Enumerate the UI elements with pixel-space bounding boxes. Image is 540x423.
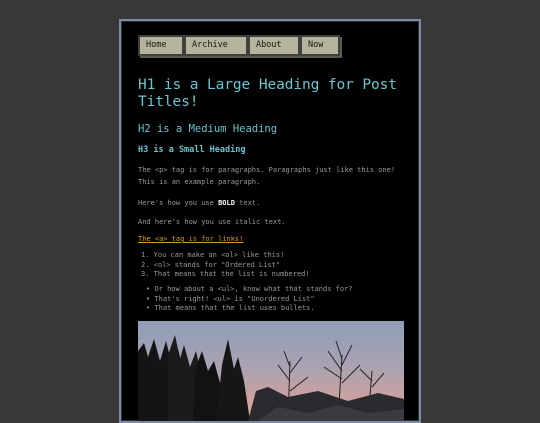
bold-example-text <box>138 197 400 209</box>
unordered-list-item: • That means that the list uses bullets. <box>146 304 315 313</box>
heading-h3: H3 is a Small Heading <box>138 145 246 155</box>
photo-graphic <box>138 321 404 421</box>
example-link[interactable]: The <a> tag is for links! <box>138 235 244 243</box>
bold-line-prefix: Here's how you use <box>138 199 219 207</box>
italic-example-text: And here's how you use italic text. <box>138 218 286 226</box>
nav-archive-button[interactable]: Archive <box>184 35 248 56</box>
paragraph-text: The <p> tag is for paragraphs. Paragraphs just like this one! This is an example paragraph. <box>138 166 396 186</box>
landscape-photo <box>138 321 404 421</box>
nav-home-button[interactable]: Home <box>138 35 184 56</box>
heading-h2: H2 is a Medium Heading <box>138 123 278 135</box>
nav-about-button[interactable]: About <box>248 35 300 56</box>
bold-word: BOLD <box>218 199 235 207</box>
page-container <box>119 19 421 423</box>
unordered-list-item: • Or how about a <ul>, know what that stands for? <box>146 285 353 293</box>
unordered-list-item: • That's right! <ul> is "Unordered List" <box>146 294 315 303</box>
ordered-list-item: 1. You can make an <ol> like this! <box>141 251 285 259</box>
unordered-list <box>146 285 353 314</box>
bold-line-suffix: text. <box>234 199 261 207</box>
heading-h1: H1 is a Large Heading for Post Titles! <box>138 77 397 110</box>
ordered-list <box>141 251 310 280</box>
ordered-list-item: 3. That means that the list is numbered! <box>141 270 310 279</box>
ordered-list-item: 2. <ol> stands for "Ordered List" <box>141 260 281 269</box>
nav-now-button[interactable]: Now <box>300 35 340 56</box>
